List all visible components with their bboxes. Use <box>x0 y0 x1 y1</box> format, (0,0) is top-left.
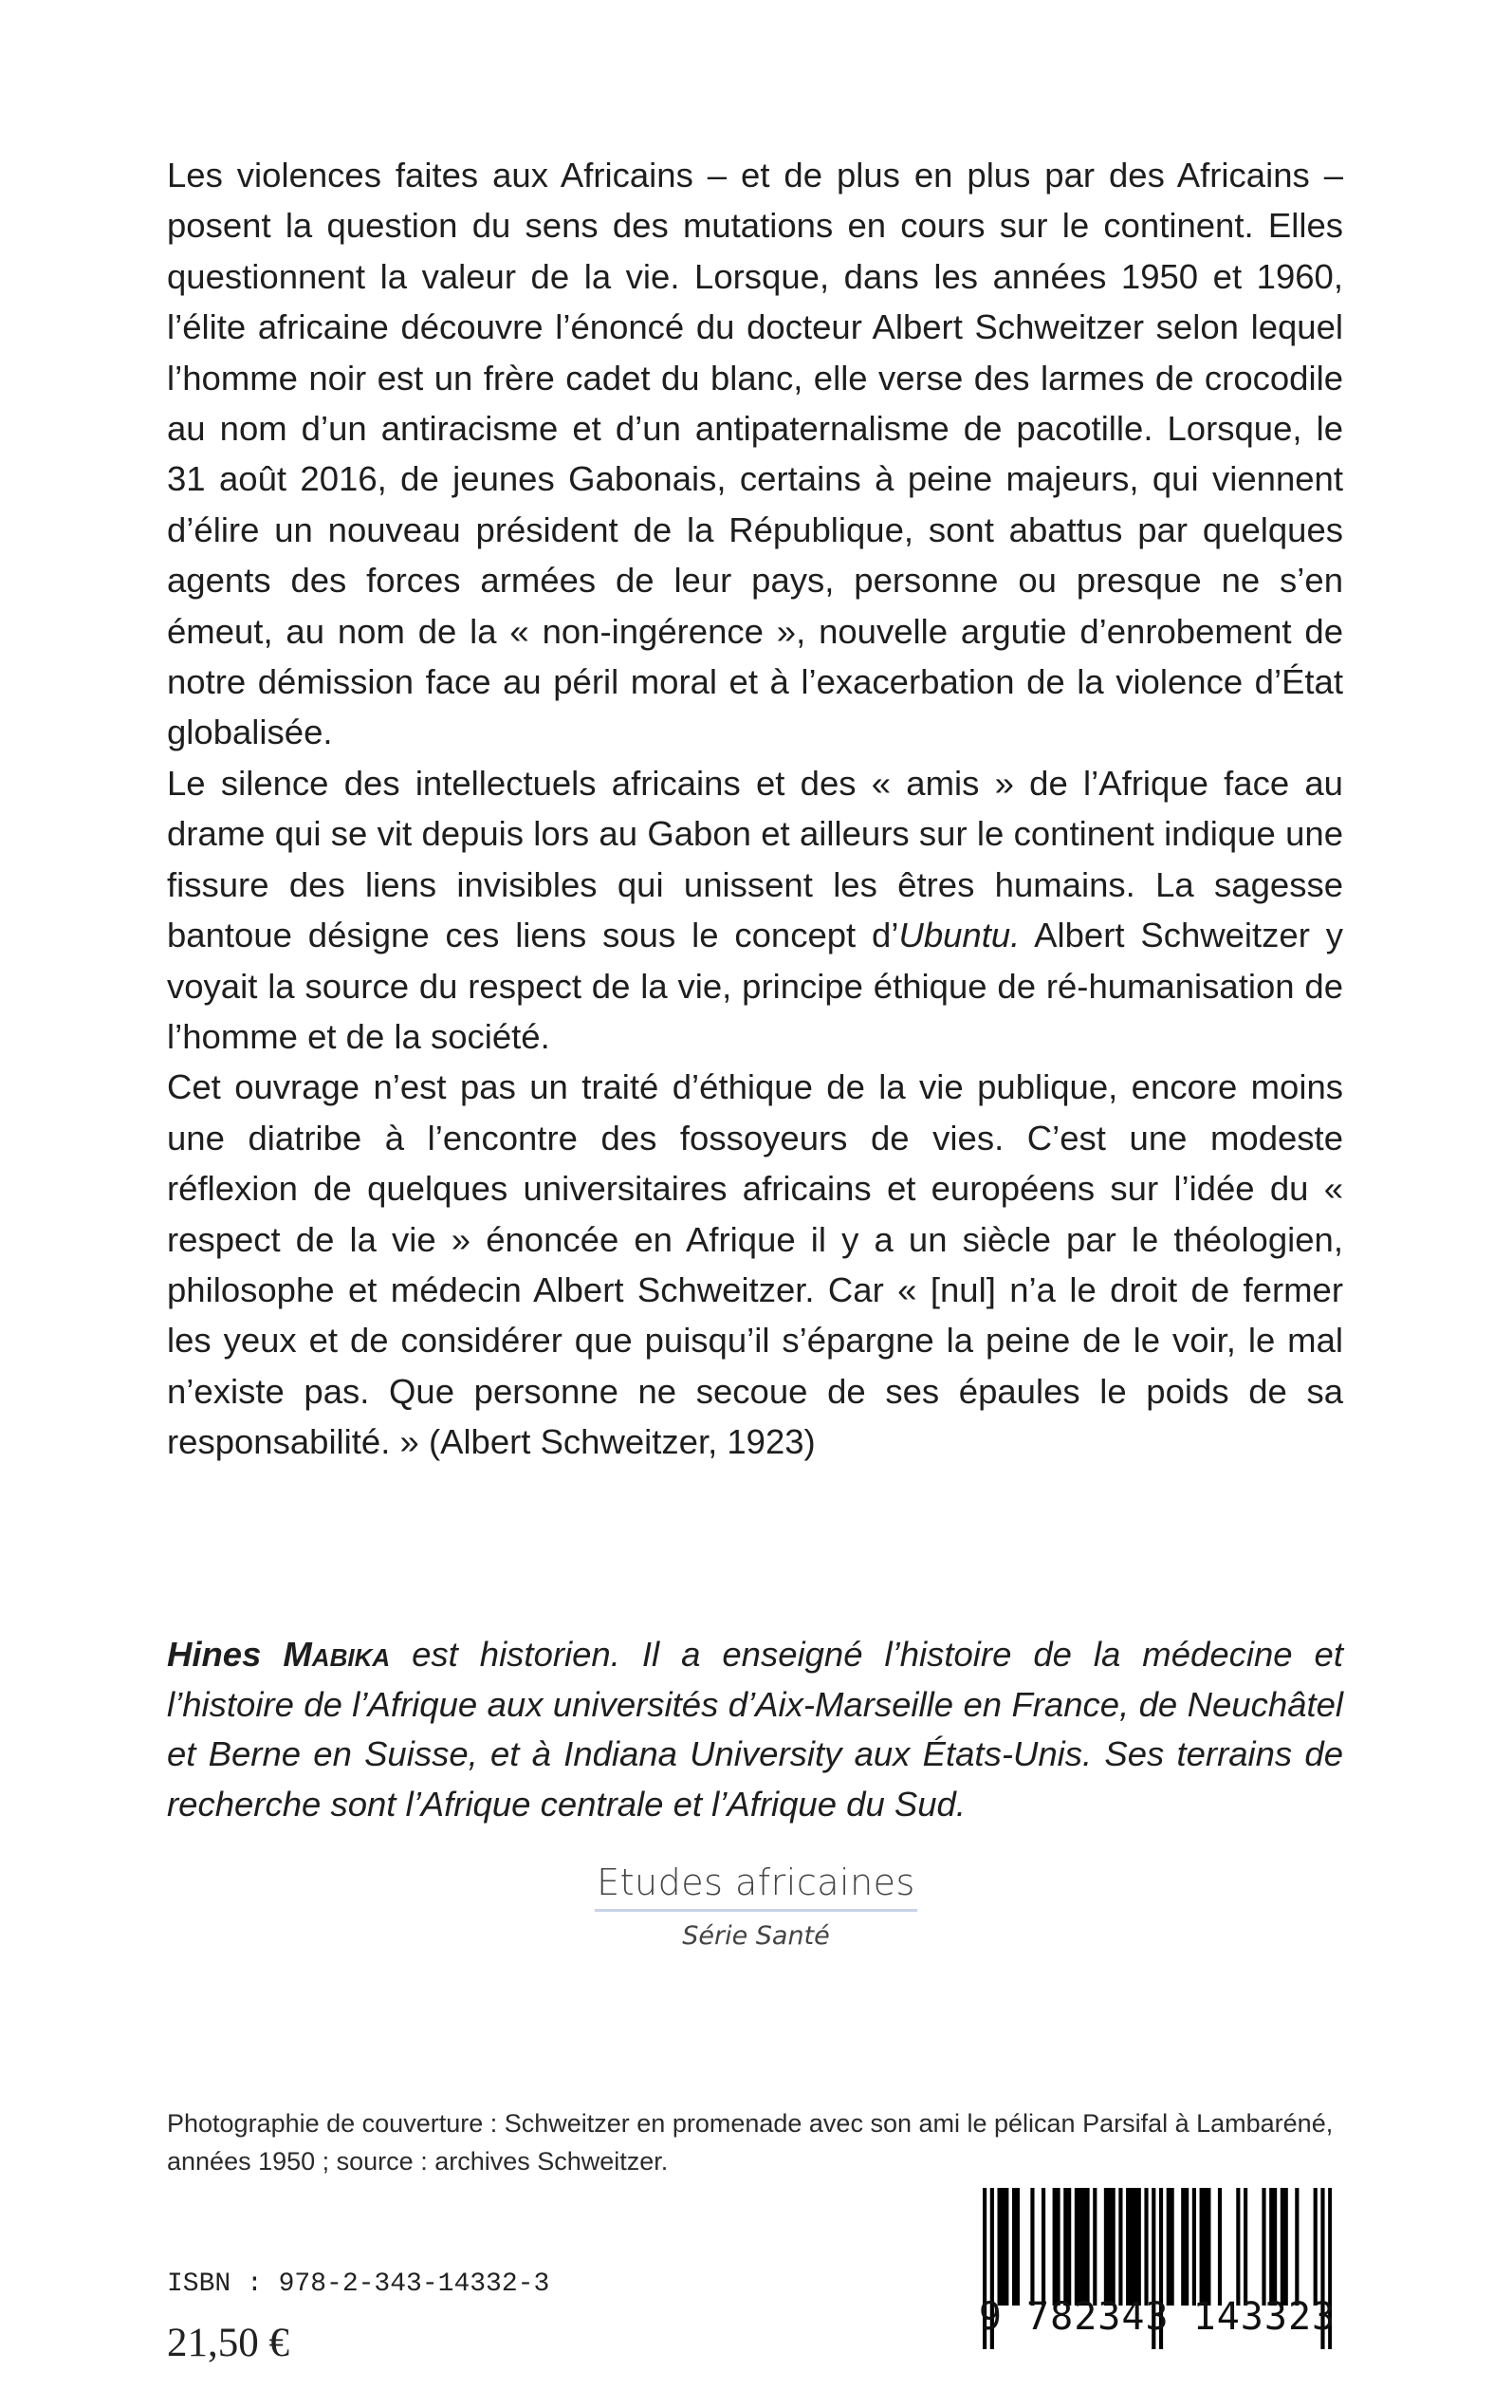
barcode-bar <box>1244 2188 1247 2306</box>
barcode-bar <box>1108 2188 1112 2306</box>
barcode-bar <box>1171 2188 1174 2306</box>
barcode-bar <box>1314 2188 1318 2306</box>
barcode-bar <box>1181 2188 1185 2306</box>
barcode-bar <box>1053 2188 1057 2306</box>
author-name <box>167 1635 390 1674</box>
photo-credit-line-2: années 1950 ; source : archives Schweitzer. <box>167 2147 669 2176</box>
barcode-bar <box>1269 2188 1273 2306</box>
series-label <box>0 1862 1512 1951</box>
barcode-bar <box>1085 2188 1089 2306</box>
barcode-bar <box>1030 2188 1034 2306</box>
author-bio <box>167 1630 1343 1829</box>
barcode-bar <box>1075 2188 1079 2306</box>
barcode-bar <box>1281 2188 1284 2306</box>
author-first-name: Hines <box>167 1635 262 1674</box>
barcode-bar <box>1137 2188 1141 2306</box>
barcode-bar <box>1001 2188 1005 2306</box>
barcode-bar <box>1236 2188 1240 2306</box>
barcode-bar <box>1144 2188 1148 2306</box>
barcode-bar <box>1295 2188 1299 2306</box>
blurb-paragraph-2-end: Albert Schweitzer y voyait la source du respect de la vie, principe éthique de ré-humanisation de l’homme et de la société. <box>167 916 1343 1056</box>
barcode-bar <box>1118 2188 1122 2306</box>
photo-credit-line-1: Photographie de couverture : Schweitzer en promenade avec son ami le pélican Parsifal à Lambaréné, <box>167 2109 1334 2138</box>
barcode-bar <box>1185 2188 1189 2306</box>
barcode-bar <box>1016 2188 1020 2306</box>
ubuntu-term: Ubuntu. <box>898 916 1021 955</box>
barcode-bar <box>1218 2188 1222 2306</box>
author-last-name: Mabika <box>283 1635 391 1674</box>
back-cover-blurb <box>167 150 1343 1468</box>
barcode-bar <box>1192 2188 1196 2306</box>
series-subtitle: Série Santé <box>682 1921 830 1951</box>
barcode-bar <box>1012 2188 1016 2306</box>
barcode-bar <box>1082 2188 1086 2306</box>
barcode-bar <box>1056 2188 1060 2306</box>
barcode-bar <box>1262 2188 1265 2306</box>
barcode-bar <box>997 2188 1001 2306</box>
barcode-bar <box>1067 2188 1071 2306</box>
barcode-bar <box>1273 2188 1277 2306</box>
barcode-digits: 9 782343 143323 <box>978 2295 1337 2339</box>
blurb-paragraph-3: Cet ouvrage n’est pas un traité d’éthique de la vie publique, encore moins une diatribe à l’encontre des fossoyeurs de vies. C’est une modeste réflexion de quelques universitaires africains et européens sur l’idée du « respect de la vie » énoncée en Afrique il y a un siècle par le théologien, philosophe et médecin Albert Schweitzer. Car « [nul] n’a le droit de fermer les yeux et de considérer que puisqu’il s’épargne la peine de le voir, le mal n’existe pas. Que personne ne secoue de ses épaules le poids de sa responsabilité. » (Albert Schweitzer, 1923) <box>167 1067 1343 1462</box>
barcode-bar <box>1005 2188 1008 2306</box>
barcode-bar <box>1130 2188 1134 2306</box>
photo-credit <box>167 2104 1343 2180</box>
barcode-bar <box>1207 2188 1210 2306</box>
barcode-bar <box>1112 2188 1116 2306</box>
series-title: Etudes africaines <box>595 1862 917 1912</box>
isbn: ISBN : 978-2-343-14332-3 <box>167 2269 550 2299</box>
blurb-paragraph-1: Les violences faites aux Africains – et de plus en plus par des Africains – posent la question du sens des mutations en cours sur le continent. Elles questionnent la valeur de la vie. Lorsque, dans les années 1950 et 1960, l’élite africaine découvre l’énoncé du docteur Albert Schweitzer selon lequel l’homme noir est un frère cadet du blanc, elle verse des larmes de crocodile au nom d’un antiracisme et d’un antipaternalisme de pacotille. Lorsque, le 31 août 2016, de jeunes Gabonais, certains à peine majeurs, qui viennent d’élire un nouveau président de la République, sont abattus par quelques agents des forces armées de leur pays, personne ou presque ne s’en émeut, au nom de la « non-ingérence », nouvelle argutie d’enrobement de notre démission face au péril moral et à l’exacerbation de la violence d’État globalisée. <box>167 156 1343 752</box>
barcode-bar <box>1079 2188 1082 2306</box>
barcode-bar <box>1126 2188 1130 2306</box>
barcode-bar <box>1093 2188 1097 2306</box>
barcode-bar <box>1167 2188 1171 2306</box>
price: 21,50 € <box>167 2321 289 2365</box>
barcode-bar <box>1203 2188 1207 2306</box>
barcode-bar <box>1284 2188 1288 2306</box>
author-bio-text: est historien. Il a enseigné l’histoire de la médecine et l’histoire de l’Afrique aux universités d’Aix-Marseille en France, de Neuchâtel et Berne en Suisse, et à Indiana University aux États-Unis. Ses terrains de recherche sont l’Afrique centrale et l’Afrique du Sud. <box>167 1635 1343 1824</box>
barcode-bar <box>1200 2188 1204 2306</box>
blurb-paragraph-2 <box>167 758 1343 1062</box>
blurb-paragraph-2-start: Le silence des intellectuels africains et des « amis » de l’Afrique face au drame qui se vit depuis lors au Gabon et ailleurs sur le continent indique une fissure des liens invisibles qui unissent les êtres humains. La sagesse bantoue désigne ces liens sous le concept d’ <box>167 763 1343 955</box>
barcode-bar <box>1104 2188 1108 2306</box>
barcode-bar <box>1134 2188 1137 2306</box>
barcode-bar <box>1063 2188 1067 2306</box>
barcode-bar <box>1042 2188 1045 2306</box>
